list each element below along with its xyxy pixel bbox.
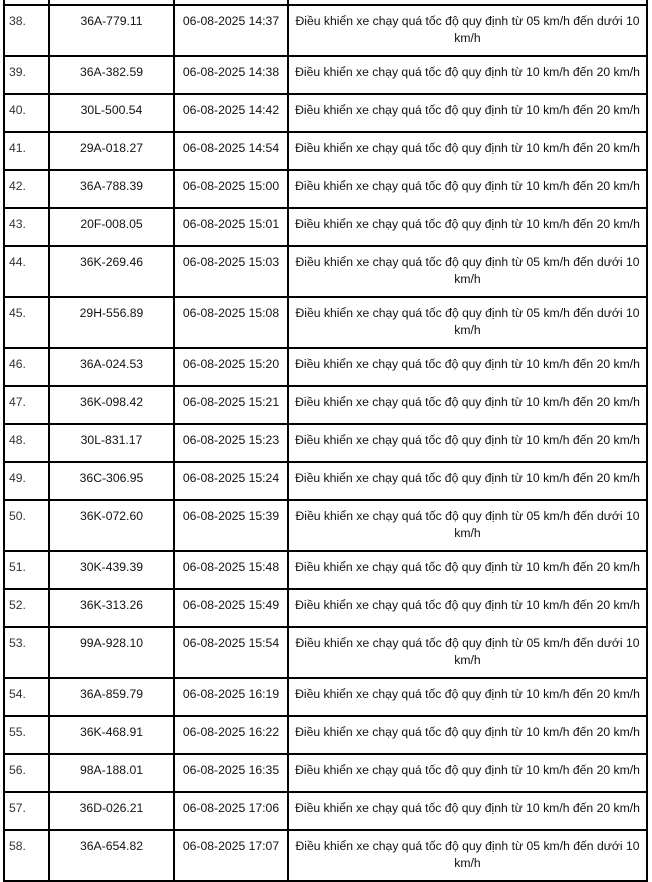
row-number: 57. <box>4 792 49 830</box>
violation-description: Điều khiển xe chạy quá tốc độ quy định từ 10 km/h đến 20 km/h <box>288 386 647 424</box>
violation-time: 06-08-2025 16:22 <box>174 716 288 754</box>
table-row <box>4 627 647 678</box>
table-row <box>4 551 647 589</box>
violation-description: Điều khiển xe chạy quá tốc độ quy định từ 10 km/h đến 20 km/h <box>288 56 647 94</box>
license-plate: 99A-928.10 <box>49 627 174 678</box>
violation-description: Điều khiển xe chạy quá tốc độ quy định từ 10 km/h đến 20 km/h <box>288 678 647 716</box>
violation-description: Điều khiển xe chạy quá tốc độ quy định từ 10 km/h đến 20 km/h <box>288 589 647 627</box>
row-number: 56. <box>4 754 49 792</box>
row-number: 45. <box>4 297 49 348</box>
violation-time: 06-08-2025 15:54 <box>174 627 288 678</box>
violation-description: Điều khiển xe chạy quá tốc độ quy định từ 10 km/h đến 20 km/h <box>288 551 647 589</box>
row-number: 49. <box>4 462 49 500</box>
row-number: 47. <box>4 386 49 424</box>
license-plate: 36A-382.59 <box>49 56 174 94</box>
violation-time: 06-08-2025 16:19 <box>174 678 288 716</box>
table-row <box>4 170 647 208</box>
table-row <box>4 56 647 94</box>
violation-description: Điều khiển xe chạy quá tốc độ quy định từ 10 km/h đến 20 km/h <box>288 462 647 500</box>
violation-description: Điều khiển xe chạy quá tốc độ quy định từ 05 km/h đến dưới 10 km/h <box>288 5 647 56</box>
table-row <box>4 754 647 792</box>
license-plate: 36A-779.11 <box>49 5 174 56</box>
table-row <box>4 462 647 500</box>
violation-time: 06-08-2025 15:49 <box>174 589 288 627</box>
violation-time: 06-08-2025 15:48 <box>174 551 288 589</box>
row-number: 41. <box>4 132 49 170</box>
row-number: 55. <box>4 716 49 754</box>
violation-description: Điều khiển xe chạy quá tốc độ quy định từ 10 km/h đến 20 km/h <box>288 716 647 754</box>
license-plate: 36K-269.46 <box>49 246 174 297</box>
violation-time: 06-08-2025 17:06 <box>174 792 288 830</box>
violation-description: Điều khiển xe chạy quá tốc độ quy định từ 10 km/h đến 20 km/h <box>288 348 647 386</box>
license-plate: 36A-024.53 <box>49 348 174 386</box>
table-row <box>4 5 647 56</box>
violation-description: Điều khiển xe chạy quá tốc độ quy định từ 10 km/h đến 20 km/h <box>288 754 647 792</box>
violation-time: 06-08-2025 15:08 <box>174 297 288 348</box>
row-number: 58. <box>4 830 49 881</box>
violation-description: Điều khiển xe chạy quá tốc độ quy định từ 10 km/h đến 20 km/h <box>288 792 647 830</box>
violation-time: 06-08-2025 17:07 <box>174 830 288 881</box>
violation-description: Điều khiển xe chạy quá tốc độ quy định từ 05 km/h đến dưới 10 km/h <box>288 500 647 551</box>
row-number: 44. <box>4 246 49 297</box>
table-row <box>4 348 647 386</box>
violation-time: 06-08-2025 15:24 <box>174 462 288 500</box>
violation-description: Điều khiển xe chạy quá tốc độ quy định từ 10 km/h đến 20 km/h <box>288 132 647 170</box>
license-plate: 36K-468.91 <box>49 716 174 754</box>
violation-time: 06-08-2025 15:23 <box>174 424 288 462</box>
table-row <box>4 132 647 170</box>
license-plate: 36A-654.82 <box>49 830 174 881</box>
license-plate: 36A-788.39 <box>49 170 174 208</box>
table-row <box>4 424 647 462</box>
row-number: 53. <box>4 627 49 678</box>
license-plate: 36K-098.42 <box>49 386 174 424</box>
violation-description: Điều khiển xe chạy quá tốc độ quy định từ 05 km/h đến dưới 10 km/h <box>288 297 647 348</box>
license-plate: 98A-188.01 <box>49 754 174 792</box>
table-row <box>4 716 647 754</box>
violation-time: 06-08-2025 15:21 <box>174 386 288 424</box>
violation-description: Điều khiển xe chạy quá tốc độ quy định từ 05 km/h đến dưới 10 km/h <box>288 246 647 297</box>
row-number: 50. <box>4 500 49 551</box>
table-row <box>4 246 647 297</box>
license-plate: 30K-439.39 <box>49 551 174 589</box>
table-row <box>4 678 647 716</box>
license-plate: 36D-026.21 <box>49 792 174 830</box>
row-number: 54. <box>4 678 49 716</box>
violation-time: 06-08-2025 15:01 <box>174 208 288 246</box>
table-row <box>4 208 647 246</box>
license-plate: 29A-018.27 <box>49 132 174 170</box>
violation-description: Điều khiển xe chạy quá tốc độ quy định từ 10 km/h đến 20 km/h <box>288 170 647 208</box>
license-plate: 36K-313.26 <box>49 589 174 627</box>
violations-table <box>3 0 648 882</box>
license-plate: 36C-306.95 <box>49 462 174 500</box>
violation-time: 06-08-2025 15:39 <box>174 500 288 551</box>
table-row <box>4 792 647 830</box>
license-plate: 30L-500.54 <box>49 94 174 132</box>
row-number: 38. <box>4 5 49 56</box>
row-number: 39. <box>4 56 49 94</box>
violation-description: Điều khiển xe chạy quá tốc độ quy định từ 05 km/h đến dưới 10 km/h <box>288 627 647 678</box>
license-plate: 30L-831.17 <box>49 424 174 462</box>
violation-time: 06-08-2025 16:35 <box>174 754 288 792</box>
row-number: 52. <box>4 589 49 627</box>
violation-time: 06-08-2025 14:37 <box>174 5 288 56</box>
table-row <box>4 589 647 627</box>
row-number: 42. <box>4 170 49 208</box>
violation-time: 06-08-2025 14:38 <box>174 56 288 94</box>
violations-table-body <box>4 0 647 881</box>
table-row <box>4 386 647 424</box>
license-plate: 36K-072.60 <box>49 500 174 551</box>
row-number: 46. <box>4 348 49 386</box>
table-row <box>4 94 647 132</box>
license-plate: 29H-556.89 <box>49 297 174 348</box>
violation-description: Điều khiển xe chạy quá tốc độ quy định từ 10 km/h đến 20 km/h <box>288 208 647 246</box>
violation-time: 06-08-2025 15:03 <box>174 246 288 297</box>
row-number: 51. <box>4 551 49 589</box>
row-number: 48. <box>4 424 49 462</box>
violation-time: 06-08-2025 15:20 <box>174 348 288 386</box>
table-row <box>4 830 647 881</box>
violation-time: 06-08-2025 15:00 <box>174 170 288 208</box>
table-row <box>4 297 647 348</box>
row-number: 40. <box>4 94 49 132</box>
license-plate: 36A-859.79 <box>49 678 174 716</box>
violation-description: Điều khiển xe chạy quá tốc độ quy định từ 10 km/h đến 20 km/h <box>288 424 647 462</box>
license-plate: 20F-008.05 <box>49 208 174 246</box>
violation-time: 06-08-2025 14:42 <box>174 94 288 132</box>
row-number: 43. <box>4 208 49 246</box>
violation-description: Điều khiển xe chạy quá tốc độ quy định từ 10 km/h đến 20 km/h <box>288 94 647 132</box>
violation-description: Điều khiển xe chạy quá tốc độ quy định từ 05 km/h đến dưới 10 km/h <box>288 830 647 881</box>
violation-time: 06-08-2025 14:54 <box>174 132 288 170</box>
table-row <box>4 500 647 551</box>
